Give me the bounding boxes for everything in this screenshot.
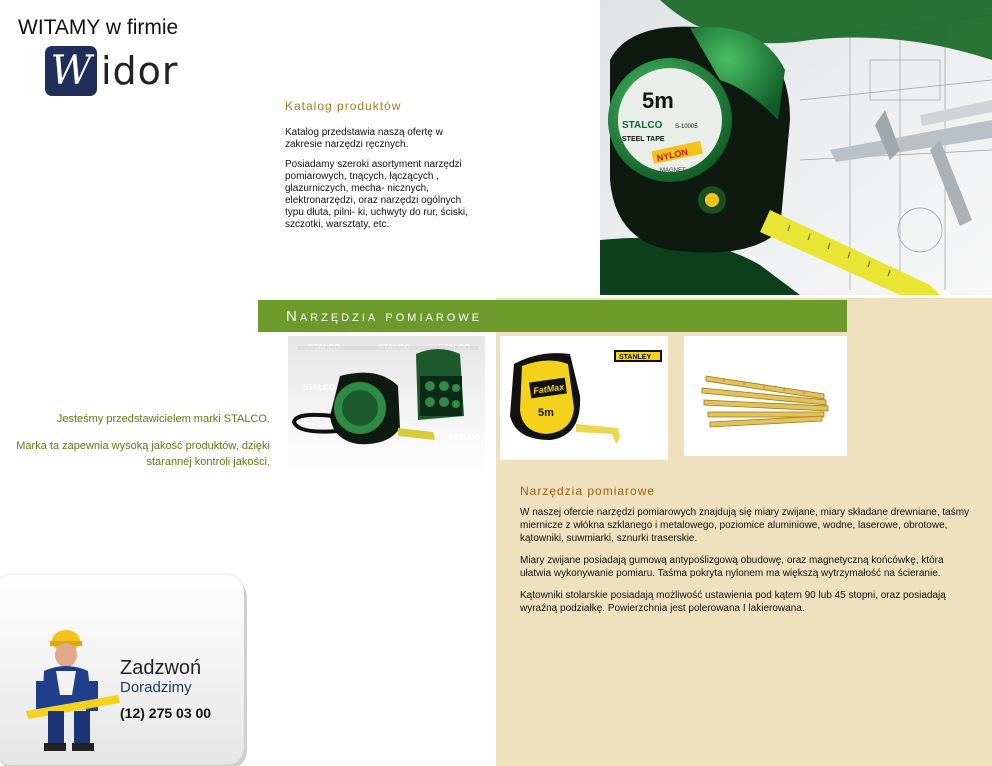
stanley-brand: FatMax: [532, 381, 565, 397]
catalog-intro: [285, 99, 480, 239]
phone-number[interactable]: (12) 275 03 00: [120, 705, 212, 721]
section-paragraph: Miary zwijane posiadają gumową antypoślizgową obudowę, oraz magnetyczną końcówkę, która ułatwia wykonywanie pomiaru. Taśma pokryta nylonem ma większą wytrzymałość na ścieranie.: [520, 555, 944, 579]
promo-line: Marka ta zapewnia wysoką jakość produktów, dzięki starannej kontroli jakości.: [16, 440, 270, 468]
section-paragraph: Kątowniki stolarskie posiadają możliwość ustawienia pod kątem 90 lub 45 stopni, oraz posiadają wyraźną podziałkę. Powierzchnia jest polerowana I lakierowana.: [520, 590, 946, 614]
section-paragraph: W naszej ofercie narzędzi pomiarowych znajdują się miary zwijane, miary składane drewniane, taśmy miernicze z włókna szklanego i metalowego, poziomice aluminiowe, wodne, laserowe, obrotowe, kątowniki, suwmiarki, sznurki traserskie.: [520, 507, 970, 544]
promo-line: Jesteśmy przedstawicielem marki STALCO.: [56, 413, 270, 425]
contact-box[interactable]: [0, 575, 244, 765]
measuring-tools-section: [520, 484, 970, 624]
hero-nylon: NYLON: [655, 146, 689, 164]
hero-model: S-10005: [675, 124, 698, 130]
folding-rule-illustration: [684, 336, 847, 456]
hero-steel-tape: STEEL TAPE: [622, 136, 665, 143]
catalog-paragraph: Katalog przedstawia naszą ofertę w zakresie narzędzi ręcznych.: [285, 127, 443, 150]
product-image-folding-rule[interactable]: [684, 336, 847, 456]
hero-illustration: [600, 0, 992, 295]
hero-image: [600, 0, 992, 295]
logo-mark: W: [45, 46, 97, 96]
call-title: Zadzwoń: [120, 657, 202, 679]
catalog-title: Katalog produktów: [285, 99, 402, 113]
stalco-watermark: STALCO: [303, 433, 336, 442]
call-subtitle: Doradzimy: [120, 679, 192, 696]
worker-illustration: [22, 625, 122, 760]
section-title: Narzędzia pomiarowe: [520, 484, 656, 498]
hero-tape-size: 5m: [642, 88, 674, 113]
stanley-size: 5m: [538, 407, 554, 419]
catalog-paragraph: Posiadamy szeroki asortyment narzędzi pomiarowych, tnących, łączących , glazurniczych, mecha- nicznych, elektronarzędzi, oraz narzędzi ogólnych typu dłuta, pilni- ki, uchwyty do rur, ściski, szczotki, warsztaty, etc.: [285, 159, 468, 230]
category-banner: [258, 300, 847, 332]
hero-brand: STALCO: [622, 120, 663, 131]
welcome-heading: WITAMY w firmie: [18, 16, 179, 39]
category-banner-title: Narzędzia pomiarowe: [286, 308, 483, 325]
product-image-stalco[interactable]: [288, 336, 485, 476]
logo-text: idor: [101, 49, 179, 93]
stanley-badge: STANLEY: [619, 354, 652, 361]
company-logo[interactable]: [45, 46, 179, 96]
stalco-watermark: STALCO: [448, 433, 481, 442]
promo-text: [0, 411, 270, 481]
stalco-illustration: [288, 336, 485, 476]
hero-magnet: MAGNET: [660, 168, 686, 174]
stalco-watermark: STALCO: [303, 383, 336, 392]
stanley-illustration: [500, 336, 668, 460]
product-image-stanley[interactable]: [500, 336, 668, 460]
